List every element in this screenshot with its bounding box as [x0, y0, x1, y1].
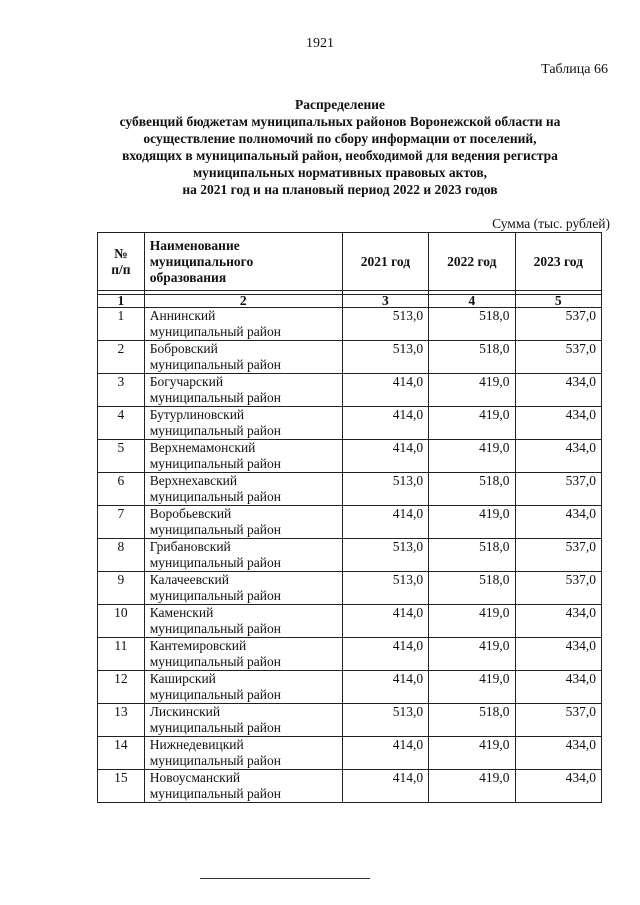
table-row [98, 605, 602, 638]
row-number [98, 506, 145, 539]
value-2023-text: 537,0 [565, 572, 596, 587]
value-2023 [515, 374, 601, 407]
value-2023 [515, 407, 601, 440]
municipality-name-text: муниципальный район [149, 654, 281, 669]
value-2022-text: 518,0 [479, 539, 510, 554]
municipality-name-text: муниципальный район [149, 357, 281, 372]
value-2023 [515, 506, 601, 539]
municipality-name-text: муниципальный район [149, 720, 281, 735]
municipality-name-text: муниципальный район [149, 456, 281, 471]
row-number [98, 638, 145, 671]
municipality-name [144, 341, 342, 374]
footer-rule [200, 878, 370, 879]
header-num-line: п/п [111, 261, 131, 277]
value-2021 [342, 671, 428, 704]
column-number: 2 [144, 295, 342, 308]
value-2022 [429, 374, 515, 407]
value-2023 [515, 539, 601, 572]
value-2022 [429, 638, 515, 671]
column-number: 3 [342, 295, 428, 308]
municipality-name [144, 473, 342, 506]
value-2023 [515, 704, 601, 737]
table-row [98, 341, 602, 374]
value-2021 [342, 737, 428, 770]
municipality-name [144, 572, 342, 605]
municipality-name-text: Грибановский [149, 539, 231, 554]
municipality-name-text: муниципальный район [149, 588, 281, 603]
municipality-name-text: муниципальный район [149, 786, 281, 801]
table-row [98, 737, 602, 770]
row-number [98, 341, 145, 374]
municipality-name-text: Верхнемамонский [149, 440, 256, 455]
value-2022-text: 518,0 [479, 572, 510, 587]
column-number: 1 [98, 295, 145, 308]
municipality-name-text: муниципальный район [149, 621, 281, 636]
value-2021 [342, 341, 428, 374]
column-number: 5 [515, 295, 601, 308]
table-row [98, 506, 602, 539]
row-number-text: 12 [114, 671, 128, 686]
table-row [98, 770, 602, 803]
municipality-name-text: муниципальный район [149, 522, 281, 537]
value-2021 [342, 770, 428, 803]
row-number [98, 539, 145, 572]
header-2021: 2021 год [342, 233, 428, 291]
table-row [98, 407, 602, 440]
title-line: субвенций бюджетам муниципальных районов Воронежской области на [119, 114, 561, 129]
municipality-name [144, 506, 342, 539]
value-2023-text: 537,0 [565, 308, 596, 323]
value-2022-text: 518,0 [479, 308, 510, 323]
municipality-name-text: Нижнедевицкий [149, 737, 244, 752]
value-2022 [429, 440, 515, 473]
value-2023 [515, 572, 601, 605]
table-row [98, 473, 602, 506]
table-row [98, 374, 602, 407]
table-row [98, 704, 602, 737]
value-2023-text: 537,0 [565, 473, 596, 488]
row-number [98, 737, 145, 770]
municipality-name [144, 539, 342, 572]
value-2021 [342, 374, 428, 407]
municipality-name-text: Воробьевский [149, 506, 232, 521]
value-2021-text: 513,0 [392, 341, 424, 356]
value-2021-text: 414,0 [392, 407, 424, 422]
row-number [98, 704, 145, 737]
value-2021 [342, 308, 428, 341]
municipality-name [144, 605, 342, 638]
row-number-text: 15 [114, 770, 128, 785]
value-2021 [342, 473, 428, 506]
value-2023 [515, 440, 601, 473]
municipality-name-text: Лискинский [149, 704, 221, 719]
value-2022 [429, 473, 515, 506]
municipality-name-text: муниципальный район [149, 555, 281, 570]
value-2022 [429, 539, 515, 572]
municipality-name-text: Каменский [149, 605, 214, 620]
value-2021 [342, 704, 428, 737]
value-2021-text: 513,0 [392, 308, 424, 323]
municipality-name [144, 737, 342, 770]
municipality-name [144, 770, 342, 803]
value-2022 [429, 770, 515, 803]
title-line: муниципальных нормативных правовых актов, [192, 165, 487, 180]
municipality-name-text: муниципальный район [149, 423, 281, 438]
value-2022-text: 419,0 [479, 374, 510, 389]
row-number [98, 671, 145, 704]
municipality-name-text: муниципальный район [149, 489, 281, 504]
value-2023 [515, 341, 601, 374]
row-number-text: 4 [117, 407, 125, 422]
table-row [98, 638, 602, 671]
page-number: 1921 [306, 36, 334, 51]
value-2021-text: 414,0 [392, 638, 424, 653]
municipality-name [144, 440, 342, 473]
title-line: осуществление полномочий по сбору информации от поселений, [143, 131, 537, 146]
value-2021 [342, 440, 428, 473]
table-row [98, 440, 602, 473]
value-2021 [342, 638, 428, 671]
value-2023 [515, 473, 601, 506]
units-label: Сумма (тыс. рублей) [492, 216, 610, 231]
municipality-name-text: Богучарский [149, 374, 224, 389]
value-2023 [515, 770, 601, 803]
value-2022-text: 419,0 [479, 440, 510, 455]
value-2021-text: 513,0 [392, 539, 424, 554]
row-number-text: 9 [117, 572, 125, 587]
row-number [98, 572, 145, 605]
value-2022 [429, 341, 515, 374]
municipality-name [144, 407, 342, 440]
municipality-name-text: Новоусманский [149, 770, 241, 785]
value-2023 [515, 638, 601, 671]
row-number [98, 605, 145, 638]
value-2021-text: 414,0 [392, 374, 424, 389]
row-number [98, 308, 145, 341]
header-name-line: муниципального [149, 253, 254, 269]
value-2023-text: 434,0 [565, 737, 596, 752]
row-number-text: 10 [114, 605, 128, 620]
row-number-text: 14 [114, 737, 128, 752]
value-2022 [429, 407, 515, 440]
header-2023: 2023 год [515, 233, 601, 291]
value-2022-text: 419,0 [479, 671, 510, 686]
municipality-name [144, 638, 342, 671]
municipality-name [144, 671, 342, 704]
value-2022 [429, 605, 515, 638]
column-number-row [98, 295, 602, 308]
value-2022-text: 419,0 [479, 605, 510, 620]
value-2023-text: 434,0 [565, 407, 596, 422]
row-number [98, 374, 145, 407]
value-2023-text: 434,0 [565, 770, 596, 785]
value-2023-text: 537,0 [565, 539, 596, 554]
value-2023-text: 434,0 [565, 374, 596, 389]
municipality-name-text: Бобровский [149, 341, 218, 356]
value-2023 [515, 605, 601, 638]
value-2023-text: 434,0 [565, 440, 596, 455]
table-row [98, 539, 602, 572]
value-2022-text: 518,0 [479, 341, 510, 356]
column-number: 4 [429, 295, 515, 308]
row-number-text: 3 [117, 374, 125, 389]
row-number-text: 6 [117, 473, 125, 488]
table-row [98, 308, 602, 341]
row-number-text: 11 [114, 638, 128, 653]
header-name-line: образования [149, 269, 227, 285]
municipality-name-text: Каширский [149, 671, 216, 686]
value-2021 [342, 539, 428, 572]
value-2021-text: 414,0 [392, 737, 424, 752]
municipality-name-text: Кантемировский [149, 638, 247, 653]
title-line: входящих в муниципальный район, необходимой для ведения регистра [122, 148, 558, 163]
value-2022 [429, 506, 515, 539]
header-2022: 2022 год [429, 233, 515, 291]
value-2021 [342, 506, 428, 539]
municipality-name [144, 308, 342, 341]
header-num [98, 233, 145, 291]
row-number-text: 7 [117, 506, 125, 521]
row-number-text: 5 [117, 440, 125, 455]
municipality-name-text: муниципальный район [149, 753, 281, 768]
value-2021-text: 414,0 [392, 440, 424, 455]
row-number [98, 407, 145, 440]
row-number [98, 473, 145, 506]
value-2022 [429, 737, 515, 770]
value-2023 [515, 308, 601, 341]
municipality-name [144, 374, 342, 407]
municipality-name-text: муниципальный район [149, 687, 281, 702]
value-2022-text: 518,0 [479, 704, 510, 719]
value-2021-text: 513,0 [392, 704, 424, 719]
value-2023-text: 537,0 [565, 341, 596, 356]
document-title [60, 96, 620, 198]
value-2022 [429, 671, 515, 704]
row-number-text: 2 [117, 341, 125, 356]
value-2021 [342, 407, 428, 440]
municipality-name-text: муниципальный район [149, 324, 281, 339]
value-2022-text: 419,0 [479, 407, 510, 422]
subsidy-table [97, 232, 602, 803]
header-name [144, 233, 342, 291]
municipality-name-text: Бутурлиновский [149, 407, 245, 422]
table-row [98, 671, 602, 704]
value-2021-text: 414,0 [392, 671, 424, 686]
value-2021 [342, 572, 428, 605]
table-label: Таблица 66 [541, 62, 608, 77]
value-2023-text: 434,0 [565, 638, 596, 653]
table-row [98, 572, 602, 605]
row-number-text: 13 [114, 704, 128, 719]
value-2022-text: 419,0 [479, 737, 510, 752]
table-header-row [98, 233, 602, 291]
municipality-name-text: Верхнехавский [149, 473, 238, 488]
value-2021-text: 414,0 [392, 605, 424, 620]
value-2022-text: 419,0 [479, 638, 510, 653]
header-name-line: Наименование [149, 237, 240, 253]
value-2022 [429, 308, 515, 341]
value-2023-text: 434,0 [565, 605, 596, 620]
row-number-text: 8 [117, 539, 125, 554]
title-line: на 2021 год и на плановый период 2022 и 2023 годов [182, 182, 498, 197]
row-number [98, 440, 145, 473]
header-num-line: № [114, 245, 128, 261]
municipality-name-text: Аннинский [149, 308, 216, 323]
value-2021 [342, 605, 428, 638]
value-2022-text: 419,0 [479, 770, 510, 785]
row-number-text: 1 [117, 308, 125, 323]
row-number [98, 770, 145, 803]
value-2021-text: 513,0 [392, 572, 424, 587]
value-2021-text: 414,0 [392, 506, 424, 521]
value-2023 [515, 737, 601, 770]
value-2023-text: 434,0 [565, 671, 596, 686]
municipality-name-text: муниципальный район [149, 390, 281, 405]
value-2022 [429, 572, 515, 605]
value-2022-text: 419,0 [479, 506, 510, 521]
value-2022-text: 518,0 [479, 473, 510, 488]
value-2023-text: 434,0 [565, 506, 596, 521]
title-line: Распределение [294, 97, 386, 112]
value-2023 [515, 671, 601, 704]
value-2022 [429, 704, 515, 737]
value-2021-text: 414,0 [392, 770, 424, 785]
value-2021-text: 513,0 [392, 473, 424, 488]
value-2023-text: 537,0 [565, 704, 596, 719]
municipality-name-text: Калачеевский [149, 572, 229, 587]
municipality-name [144, 704, 342, 737]
